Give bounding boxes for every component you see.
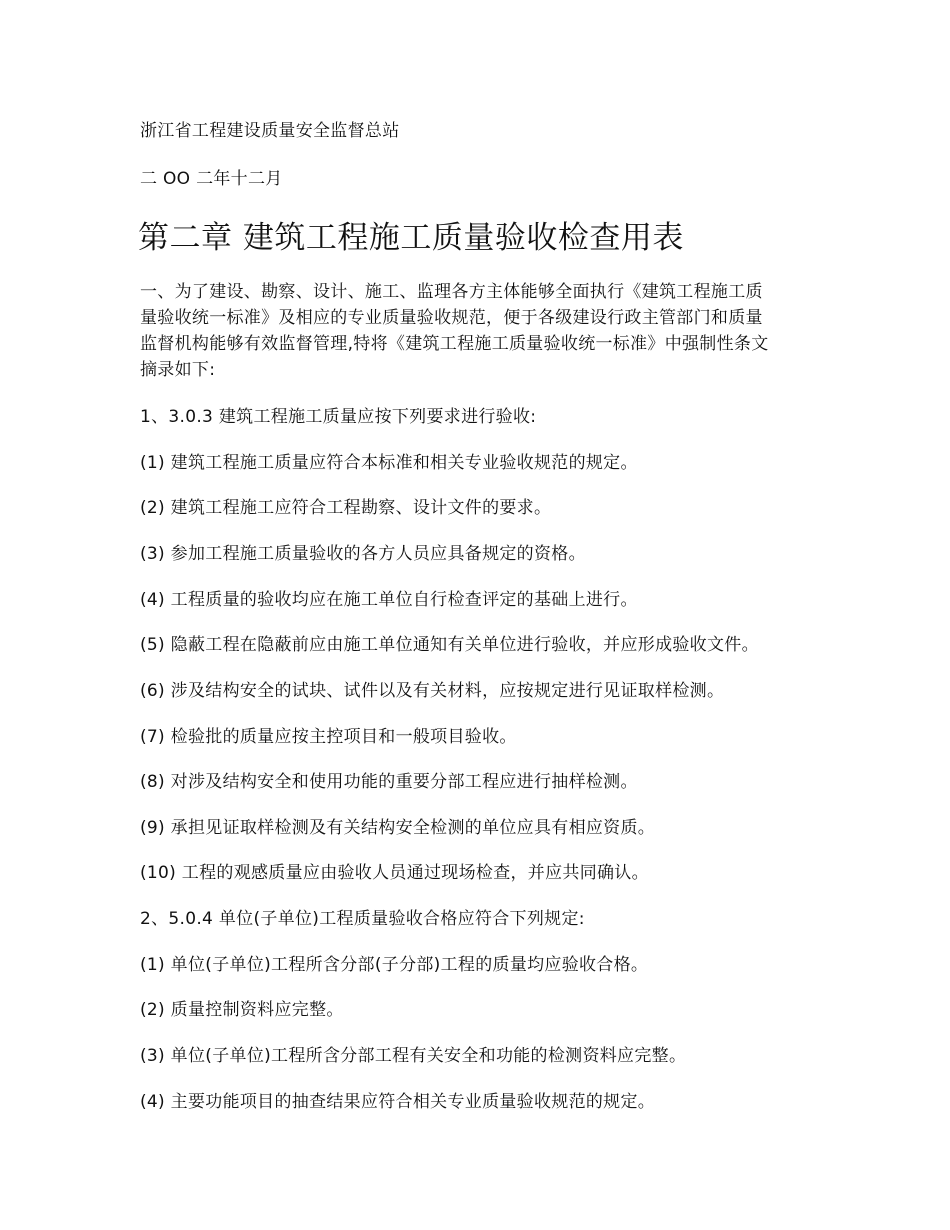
list-item: (10) 工程的观感质量应由验收人员通过现场检查，并应共同确认。 (140, 863, 649, 883)
intro-paragraph (140, 279, 815, 383)
clause-heading: 1、3.0.3 建筑工程施工质量应按下列要求进行验收: (140, 407, 537, 427)
list-item: (1) 单位(子单位)工程所含分部(子分部)工程的质量均应验收合格。 (140, 955, 649, 975)
list-item: (3) 参加工程施工质量验收的各方人员应具备规定的资格。 (140, 544, 586, 564)
list-item: (6) 涉及结构安全的试块、试件以及有关材料，应按规定进行见证取样检测。 (140, 681, 725, 701)
list-item: (5) 隐蔽工程在隐蔽前应由施工单位通知有关单位进行验收，并应形成验收文件。 (140, 635, 759, 655)
list-item: (7) 检验批的质量应按主控项目和一般项目验收。 (140, 727, 517, 747)
list-item: (4) 主要功能项目的抽查结果应符合相关专业质量验收规范的规定。 (140, 1092, 656, 1112)
intro-line: 一、为了建设、勘察、设计、施工、监理各方主体能够全面执行《建筑工程施工质 (140, 282, 763, 302)
org-name: 浙江省工程建设质量安全监督总站 (140, 121, 400, 141)
list-item: (4) 工程质量的验收均应在施工单位自行检查评定的基础上进行。 (140, 590, 638, 610)
list-item: (2) 质量控制资料应完整。 (140, 1000, 344, 1020)
list-item: (2) 建筑工程施工应符合工程勘察、设计文件的要求。 (140, 498, 552, 518)
intro-line: 量验收统一标准》及相应的专业质量验收规范，便于各级建设行政主管部门和质量 (140, 308, 763, 328)
list-item: (8) 对涉及结构安全和使用功能的重要分部工程应进行抽样检测。 (140, 772, 638, 792)
document-date: 二 OO 二年十二月 (140, 169, 283, 189)
intro-line: 监督机构能够有效监督管理,特将《建筑工程施工质量验收统一标准》中强制性条文 (140, 334, 769, 354)
list-item: (3) 单位(子单位)工程所含分部工程有关安全和功能的检测资料应完整。 (140, 1046, 687, 1066)
list-item: (9) 承担见证取样检测及有关结构安全检测的单位应具有相应资质。 (140, 818, 656, 838)
list-item: (1) 建筑工程施工质量应符合本标准和相关专业验收规范的规定。 (140, 453, 638, 473)
chapter-title: 第二章 建筑工程施工质量验收检查用表 (138, 220, 684, 256)
clause-heading: 2、5.0.4 单位(子单位)工程质量验收合格应符合下列规定: (140, 909, 585, 929)
intro-line: 摘录如下: (140, 360, 216, 380)
